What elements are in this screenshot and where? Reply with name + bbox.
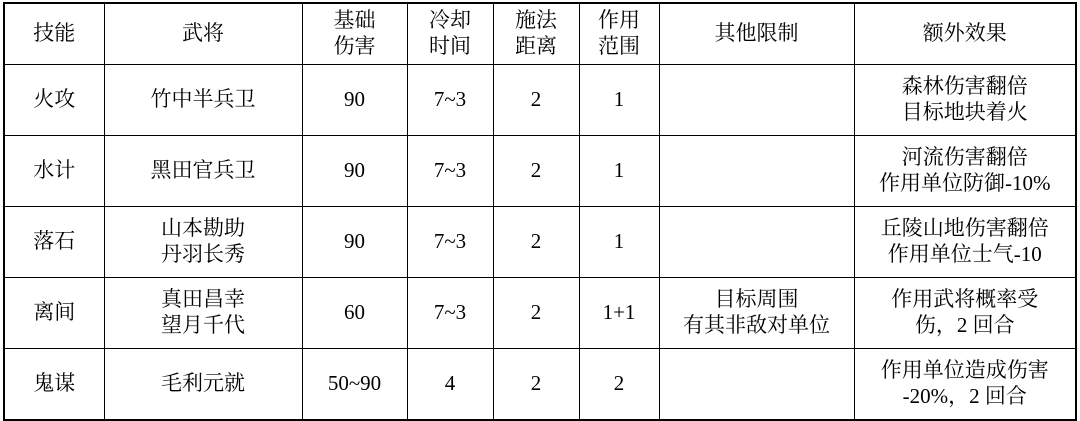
header-line: 伤害: [333, 34, 376, 58]
cell-line: 7~3: [433, 87, 467, 112]
column-header-general: [104, 3, 302, 65]
cell-extra-effect: [854, 136, 1076, 207]
cell-line: 火攻: [33, 87, 76, 112]
table-header-row: [4, 3, 1076, 65]
cell-cooldown: [407, 207, 493, 278]
cell-cast-range: [493, 207, 579, 278]
cell-line: 2: [530, 371, 542, 396]
cell-base-damage: [302, 207, 407, 278]
cell-general: [104, 278, 302, 349]
cell-line: 毛利元就: [161, 371, 245, 396]
cell-base-damage: [302, 349, 407, 421]
cell-cooldown: [407, 349, 493, 421]
cell-line: 有其非敌对单位: [683, 313, 830, 337]
cell-effect-area: [579, 278, 659, 349]
cell-line: 伤，2 回合: [914, 313, 1015, 337]
table-header: [4, 3, 1076, 65]
cell-line: 作用武将概率受: [891, 287, 1039, 312]
cell-line: 7~3: [433, 229, 467, 254]
cell-line: 落石: [33, 229, 76, 254]
header-line: 基础: [333, 8, 376, 33]
cell-line: 1: [613, 87, 625, 112]
cell-line: -20%，2 回合: [902, 384, 1027, 408]
header-line: 作用: [598, 8, 640, 33]
table-row: [4, 349, 1076, 421]
cell-extra-effect: [854, 278, 1076, 349]
cell-other-limits: [659, 349, 854, 421]
cell-line: 竹中半兵卫: [150, 87, 256, 112]
cell-other-limits: [659, 278, 854, 349]
cell-line: 1: [613, 229, 625, 254]
cell-line: 2: [613, 371, 625, 396]
table-row: [4, 136, 1076, 207]
cell-skill: [4, 136, 104, 207]
cell-extra-effect: [854, 349, 1076, 421]
cell-general: [104, 349, 302, 421]
cell-line: 真田昌幸: [161, 287, 245, 312]
cell-line: 90: [344, 87, 365, 112]
cell-extra-effect: [854, 207, 1076, 278]
cell-line: 山本勘助: [161, 216, 245, 241]
table-row: [4, 65, 1076, 136]
header-line: 时间: [429, 34, 471, 58]
cell-line: 2: [530, 87, 542, 112]
cell-effect-area: [579, 207, 659, 278]
column-header-skill: [4, 3, 104, 65]
cell-other-limits: [659, 65, 854, 136]
cell-line: 丘陵山地伤害翻倍: [880, 216, 1049, 241]
cell-line: 7~3: [433, 158, 467, 183]
cell-effect-area: [579, 349, 659, 421]
cell-cast-range: [493, 136, 579, 207]
cell-line: 作用单位防御-10%: [879, 171, 1051, 195]
cell-line: 丹羽长秀: [161, 242, 245, 266]
cell-cooldown: [407, 65, 493, 136]
header-line: 武将: [182, 21, 224, 46]
cell-skill: [4, 207, 104, 278]
cell-line: 60: [344, 300, 365, 325]
cell-cooldown: [407, 136, 493, 207]
column-header-base-damage: [302, 3, 407, 65]
cell-skill: [4, 65, 104, 136]
cell-line: 望月千代: [161, 313, 245, 337]
header-line: 距离: [515, 34, 557, 58]
cell-line: 4: [444, 371, 456, 396]
table-row: [4, 207, 1076, 278]
table-row: [4, 278, 1076, 349]
cell-line: 作用单位造成伤害: [880, 358, 1049, 383]
skill-table: [3, 2, 1077, 421]
column-header-extra-effect: [854, 3, 1076, 65]
cell-line: 鬼谋: [33, 371, 76, 396]
column-header-other-limits: [659, 3, 854, 65]
cell-line: 2: [530, 229, 542, 254]
cell-general: [104, 136, 302, 207]
cell-line: 2: [530, 300, 542, 325]
header-line: 冷却: [429, 8, 471, 33]
cell-other-limits: [659, 207, 854, 278]
cell-base-damage: [302, 278, 407, 349]
cell-line: 目标周围: [714, 287, 799, 312]
header-line: 额外效果: [922, 21, 1007, 46]
cell-line: 河流伤害翻倍: [901, 145, 1028, 170]
cell-skill: [4, 278, 104, 349]
cell-base-damage: [302, 65, 407, 136]
cell-line: 7~3: [433, 300, 467, 325]
header-line: 范围: [598, 34, 640, 58]
cell-line: 水计: [33, 158, 76, 183]
cell-line: 90: [344, 229, 365, 254]
cell-cast-range: [493, 349, 579, 421]
header-line: 施法: [515, 8, 557, 33]
cell-extra-effect: [854, 65, 1076, 136]
table-body: [4, 65, 1076, 421]
cell-line: 50~90: [327, 371, 382, 396]
header-line: 其他限制: [714, 21, 799, 46]
cell-effect-area: [579, 136, 659, 207]
cell-cooldown: [407, 278, 493, 349]
header-line: 技能: [33, 21, 76, 46]
cell-cast-range: [493, 278, 579, 349]
cell-line: 目标地块着火: [901, 100, 1028, 124]
cell-line: 森林伤害翻倍: [901, 74, 1028, 99]
cell-line: 黑田官兵卫: [150, 158, 256, 183]
cell-skill: [4, 349, 104, 421]
cell-line: 作用单位士气-10: [887, 242, 1042, 266]
cell-line: 1+1: [602, 300, 636, 325]
cell-other-limits: [659, 136, 854, 207]
column-header-cast-range: [493, 3, 579, 65]
cell-line: 离间: [33, 300, 76, 325]
cell-general: [104, 65, 302, 136]
cell-line: 1: [613, 158, 625, 183]
cell-line: 90: [344, 158, 365, 183]
cell-effect-area: [579, 65, 659, 136]
cell-cast-range: [493, 65, 579, 136]
cell-general: [104, 207, 302, 278]
column-header-cooldown: [407, 3, 493, 65]
column-header-effect-area: [579, 3, 659, 65]
cell-base-damage: [302, 136, 407, 207]
cell-line: 2: [530, 158, 542, 183]
